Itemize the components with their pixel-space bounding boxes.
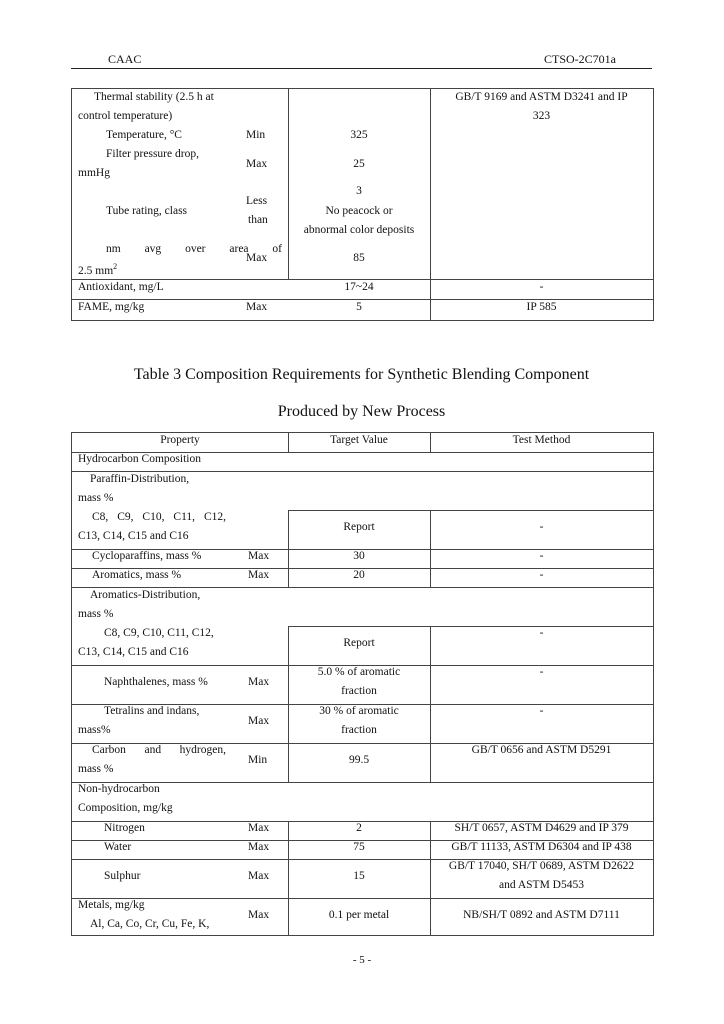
- sulphur-method-2: and ASTM D5453: [499, 879, 584, 891]
- antioxidant-value: 17~24: [344, 281, 374, 293]
- metals-method: NB/SH/T 0892 and ASTM D7111: [463, 909, 620, 921]
- temperature-label: Temperature, °C: [106, 129, 182, 141]
- tube-label: Tube rating, class: [106, 205, 188, 217]
- water-value: 75: [353, 841, 365, 853]
- aromatics-label: Aromatics, mass %: [92, 569, 182, 581]
- temperature-limit: Min: [246, 129, 266, 141]
- nm-label-2: 2.5 $mm^2$: [78, 262, 118, 277]
- aromatics-method: -: [539, 569, 544, 581]
- filter-value: 25: [353, 158, 365, 170]
- sulphur-limit: Max: [248, 870, 270, 882]
- c8-paraffin-value: Report: [343, 521, 375, 533]
- tube-value-2: No peacock or: [325, 205, 393, 217]
- naphthalenes-limit: Max: [248, 676, 270, 688]
- table-caption: Table 3 Composition Requirements for Synthetic Blending Component: [133, 366, 590, 383]
- cycloparaffins-method: -: [539, 550, 544, 562]
- c8-aromatics-label-2: C13, C14, C15 and C16: [78, 646, 189, 658]
- c8-paraffin-label: C8, C9, C10, C11, C12,: [92, 511, 226, 523]
- water-label: Water: [104, 841, 132, 853]
- tetralins-limit: Max: [248, 715, 270, 727]
- hydrocarbon-composition: Hydrocarbon Composition: [78, 453, 201, 465]
- tetralins-label-2: mass%: [78, 724, 111, 736]
- thermal-method-2: 323: [532, 110, 551, 122]
- fame-limit: Max: [246, 301, 268, 313]
- naphthalenes-value: 5.0 % of aromatic: [317, 666, 401, 678]
- non-hydrocarbon-label: Non-hydrocarbon: [78, 783, 160, 795]
- temperature-value: 325: [350, 129, 368, 141]
- filter-label-2: mmHg: [78, 167, 110, 179]
- carbon-hydrogen-label-2: mass %: [78, 763, 114, 775]
- thermal-stability-label-2: control temperature): [78, 110, 173, 122]
- page-number: - 5 -: [352, 954, 372, 966]
- tube-limit: Less: [246, 195, 268, 207]
- nitrogen-method: SH/T 0657, ASTM D4629 and IP 379: [454, 822, 629, 834]
- sulphur-method: GB/T 17040, SH/T 0689, ASTM D2622: [448, 860, 635, 872]
- tube-limit-2: than: [248, 214, 268, 226]
- naphthalenes-value-2: fraction: [341, 685, 377, 697]
- non-hydrocarbon-label-2: Composition, mg/kg: [78, 802, 173, 814]
- tube-value-1: 3: [356, 185, 362, 197]
- paraffin-label: Paraffin-Distribution,: [90, 473, 190, 485]
- nitrogen-limit: Max: [248, 822, 270, 834]
- water-method: GB/T 11133, ASTM D6304 and IP 438: [451, 841, 632, 853]
- metals-label: Metals, mg/kg: [78, 899, 145, 911]
- naphthalenes-method: -: [539, 666, 544, 678]
- naphthalenes-label: Naphthalenes, mass %: [104, 676, 208, 688]
- nm-label: nm avg over area of: [106, 243, 282, 255]
- c8-aromatics-value: Report: [343, 637, 375, 649]
- tetralins-value: 30 % of aromatic: [319, 705, 399, 717]
- fame-label: FAME, mg/kg: [78, 301, 145, 313]
- aromatics-distribution-label-2: mass %: [78, 608, 114, 620]
- filter-label: Filter pressure drop,: [106, 148, 199, 160]
- nitrogen-label: Nitrogen: [104, 822, 145, 834]
- metals-value: 0.1 per metal: [328, 909, 390, 921]
- col-header-target: Target Value: [330, 434, 388, 446]
- sulphur-value: 15: [353, 870, 365, 882]
- carbon-hydrogen-value: 99.5: [348, 754, 370, 766]
- tetralins-method: -: [539, 705, 544, 717]
- header-right: CTSO-2C701a: [544, 52, 616, 66]
- c8-paraffin-label-2: C13, C14, C15 and C16: [78, 530, 189, 542]
- col-header-method: Test Method: [512, 434, 571, 446]
- col-header-property: Property: [160, 434, 200, 446]
- table-continuation-block: [71, 88, 654, 321]
- c8-aromatics-label: C8, C9, C10, C11, C12,: [104, 627, 214, 639]
- aromatics-value: 20: [353, 569, 365, 581]
- metals-limit: Max: [248, 909, 270, 921]
- thermal-stability-label: Thermal stability (2.5 h at: [94, 91, 214, 103]
- tetralins-value-2: fraction: [341, 724, 377, 736]
- tube-value-3: abnormal color deposits: [303, 224, 415, 236]
- cycloparaffins-limit: Max: [248, 550, 270, 562]
- fame-method: IP 585: [526, 301, 557, 313]
- header-rule: [71, 68, 652, 69]
- table-caption-2: Produced by New Process: [277, 403, 446, 420]
- antioxidant-label: Antioxidant, mg/L: [78, 281, 164, 293]
- cycloparaffins-value: 30: [353, 550, 365, 562]
- thermal-method: GB/T 9169 and ASTM D3241 and IP: [455, 91, 628, 103]
- filter-limit: Max: [246, 158, 268, 170]
- aromatics-distribution-label: Aromatics-Distribution,: [90, 589, 201, 601]
- cycloparaffins-label: Cycloparaffins, mass %: [92, 550, 202, 562]
- nm-limit: Max: [246, 252, 268, 264]
- carbon-hydrogen-limit: Min: [248, 754, 268, 766]
- aromatics-limit: Max: [248, 569, 270, 581]
- c8-paraffin-method: -: [539, 521, 544, 533]
- c8-aromatics-method: -: [539, 627, 544, 639]
- fame-value: 5: [356, 301, 362, 313]
- paraffin-label-2: mass %: [78, 492, 114, 504]
- metals-label-2: Al, Ca, Co, Cr, Cu, Fe, K,: [90, 918, 210, 930]
- sulphur-label: Sulphur: [104, 870, 141, 882]
- table-3: [71, 432, 654, 936]
- carbon-hydrogen-method: GB/T 0656 and ASTM D5291: [471, 744, 612, 756]
- water-limit: Max: [248, 841, 270, 853]
- tetralins-label: Tetralins and indans,: [104, 705, 200, 717]
- carbon-hydrogen-label: Carbon and hydrogen,: [92, 744, 226, 756]
- antioxidant-method: -: [539, 281, 544, 293]
- nm-value: 85: [353, 252, 365, 264]
- nitrogen-value: 2: [356, 822, 362, 834]
- header-left: CAAC: [108, 52, 142, 66]
